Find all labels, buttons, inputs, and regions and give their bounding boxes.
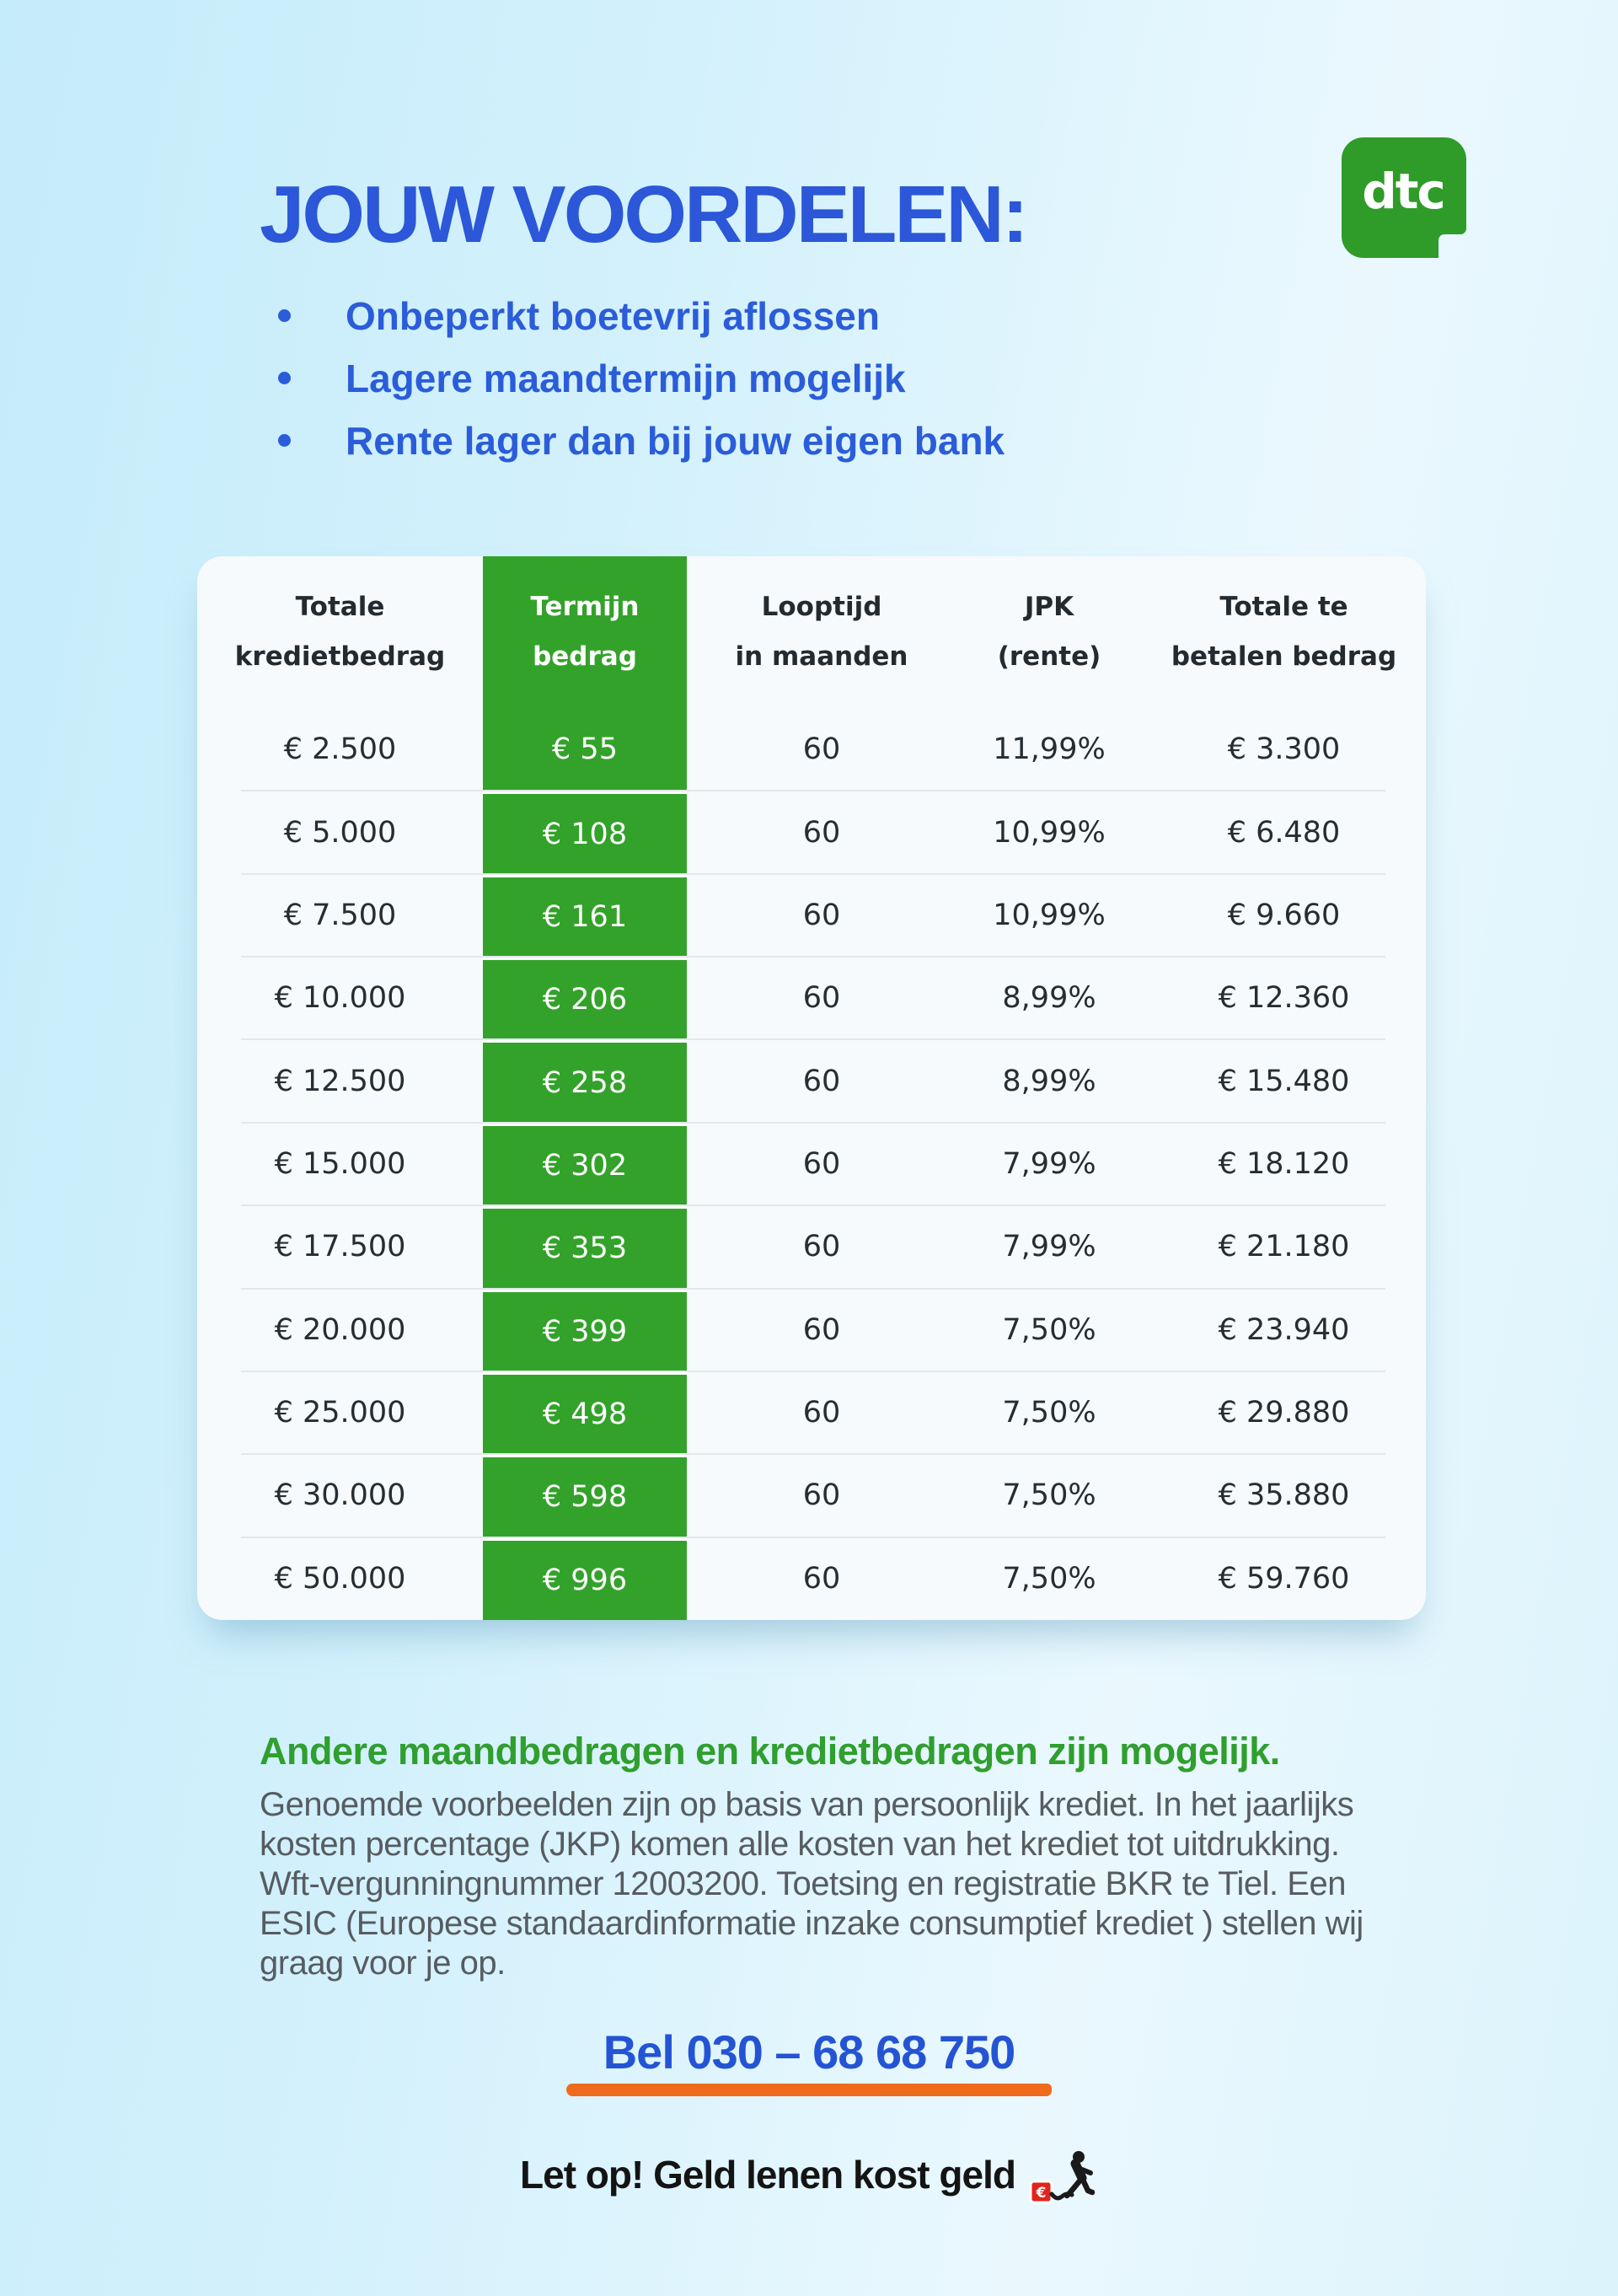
table-row: [197, 1123, 1426, 1205]
svg-text:€: €: [1036, 2185, 1047, 2202]
benefit-text: Onbeperkt boetevrij aflossen: [346, 294, 880, 338]
phone-number: Bel 030 – 68 68 750: [603, 2025, 1015, 2079]
table-cell: 60: [802, 1561, 841, 1596]
column-header: Totale kredietbedrag: [234, 592, 446, 672]
benefit-text: Lagere maandtermijn mogelijk: [346, 357, 906, 400]
table-cell: € 12.360: [1218, 981, 1350, 1016]
note-body: Genoemde voorbeelden zijn op basis van persoonlijk krediet. In het jaarlijks kosten percentage (JKP) komen alle kosten van het krediet tot uitdrukking. Wft-vergunningnummer 12003200. Toetsing en registratie BKR te Tiel. Een ESIC (Europese standaardinformatie inzake consumptief krediet ) stellen wij graag voor je op.: [260, 1786, 1364, 1982]
table-row: [197, 957, 1426, 1039]
table-cell: 10,99%: [993, 815, 1106, 850]
table-cell: 60: [802, 815, 841, 850]
table-row: [197, 1039, 1426, 1122]
euro-ball-runner-icon: [1029, 2150, 1098, 2204]
bullet-icon: [278, 309, 291, 322]
table-cell: 60: [802, 732, 841, 767]
table-cell: € 353: [483, 1205, 687, 1288]
table-cell: 60: [802, 1064, 841, 1098]
table-cell: € 5.000: [283, 815, 397, 850]
table-cell: 7,50%: [1002, 1561, 1096, 1596]
benefit-item: [278, 347, 1005, 410]
bullet-icon: [278, 434, 291, 447]
benefit-item: [278, 410, 1005, 472]
column-header: Termijn bedrag: [483, 556, 687, 708]
table-cell: € 108: [483, 791, 687, 873]
table-cell: € 498: [483, 1371, 687, 1454]
table-cell: 7,50%: [1002, 1396, 1096, 1430]
table-cell: € 55: [483, 708, 687, 791]
table-cell: € 9.660: [1227, 898, 1341, 932]
benefit-text: Rente lager dan bij jouw eigen bank: [346, 419, 1005, 463]
loan-table-card: [197, 556, 1426, 1620]
table-cell: € 15.480: [1218, 1064, 1350, 1098]
dtc-logo-shape: [1342, 137, 1466, 258]
table-cell: 60: [802, 1478, 841, 1513]
table-cell: € 17.500: [274, 1230, 406, 1264]
table-cell: € 21.180: [1218, 1230, 1350, 1264]
column-header: JPK (rente): [997, 592, 1101, 672]
table-cell: € 20.000: [274, 1312, 406, 1347]
note-heading: Andere maandbedragen en kredietbedragen zijn mogelijk.: [260, 1730, 1280, 1773]
table-cell: € 10.000: [274, 981, 406, 1016]
table-header-row: [197, 556, 1426, 708]
bullet-icon: [278, 372, 291, 384]
table-cell: 60: [802, 898, 841, 932]
table-cell: € 29.880: [1218, 1396, 1350, 1430]
column-header: Totale te betalen bedrag: [1171, 592, 1397, 672]
credit-warning: [0, 2145, 1618, 2204]
table-cell: € 996: [483, 1537, 687, 1620]
table-cell: 60: [802, 1230, 841, 1264]
credit-warning-text: Let op! Geld lenen kost geld: [520, 2153, 1015, 2197]
table-cell: 11,99%: [993, 732, 1106, 767]
table-cell: 7,99%: [1002, 1146, 1096, 1181]
table-cell: € 6.480: [1227, 815, 1341, 850]
table-row: [197, 1371, 1426, 1454]
table-row: [197, 791, 1426, 873]
table-cell: € 3.300: [1227, 732, 1341, 767]
table-cell: € 7.500: [283, 898, 397, 932]
phone-underline-decoration: [566, 2084, 1052, 2096]
table-row: [197, 1537, 1426, 1620]
table-cell: € 206: [483, 957, 687, 1039]
table-row: [197, 1205, 1426, 1288]
table-cell: 10,99%: [993, 898, 1106, 932]
table-cell: € 598: [483, 1454, 687, 1537]
table-row: [197, 874, 1426, 957]
table-body: [197, 708, 1426, 1620]
table-row: [197, 1289, 1426, 1371]
table-cell: € 161: [483, 874, 687, 957]
table-row: [197, 1454, 1426, 1537]
table-cell: € 258: [483, 1039, 687, 1122]
table-cell: € 302: [483, 1123, 687, 1205]
table-cell: 7,50%: [1002, 1312, 1096, 1347]
dtc-logo-text: dtc: [1362, 163, 1444, 220]
table-cell: 60: [802, 1396, 841, 1430]
table-cell: € 50.000: [274, 1561, 406, 1596]
table-cell: € 30.000: [274, 1478, 406, 1513]
table-cell: 8,99%: [1002, 981, 1096, 1016]
table-cell: 8,99%: [1002, 1064, 1096, 1098]
table-cell: 60: [802, 981, 841, 1016]
table-cell: 7,50%: [1002, 1478, 1096, 1513]
table-row: [197, 708, 1426, 791]
benefit-item: [278, 285, 1005, 347]
table-cell: € 25.000: [274, 1396, 406, 1430]
column-header: Looptijd in maanden: [735, 592, 908, 672]
table-cell: 60: [802, 1312, 841, 1347]
benefits-list: [278, 285, 1005, 472]
table-cell: € 18.120: [1218, 1146, 1350, 1181]
table-cell: € 23.940: [1218, 1312, 1350, 1347]
table-cell: € 12.500: [274, 1064, 406, 1098]
page-title: JOUW VOORDELEN:: [260, 169, 1026, 260]
table-cell: € 59.760: [1218, 1561, 1350, 1596]
table-cell: € 15.000: [274, 1146, 406, 1181]
table-cell: 60: [802, 1146, 841, 1181]
dtc-logo: [1342, 137, 1466, 258]
table-cell: € 399: [483, 1289, 687, 1371]
table-cell: 7,99%: [1002, 1230, 1096, 1264]
table-cell: € 2.500: [283, 732, 397, 767]
table-cell: € 35.880: [1218, 1478, 1350, 1513]
phone-row: [0, 2025, 1618, 2079]
